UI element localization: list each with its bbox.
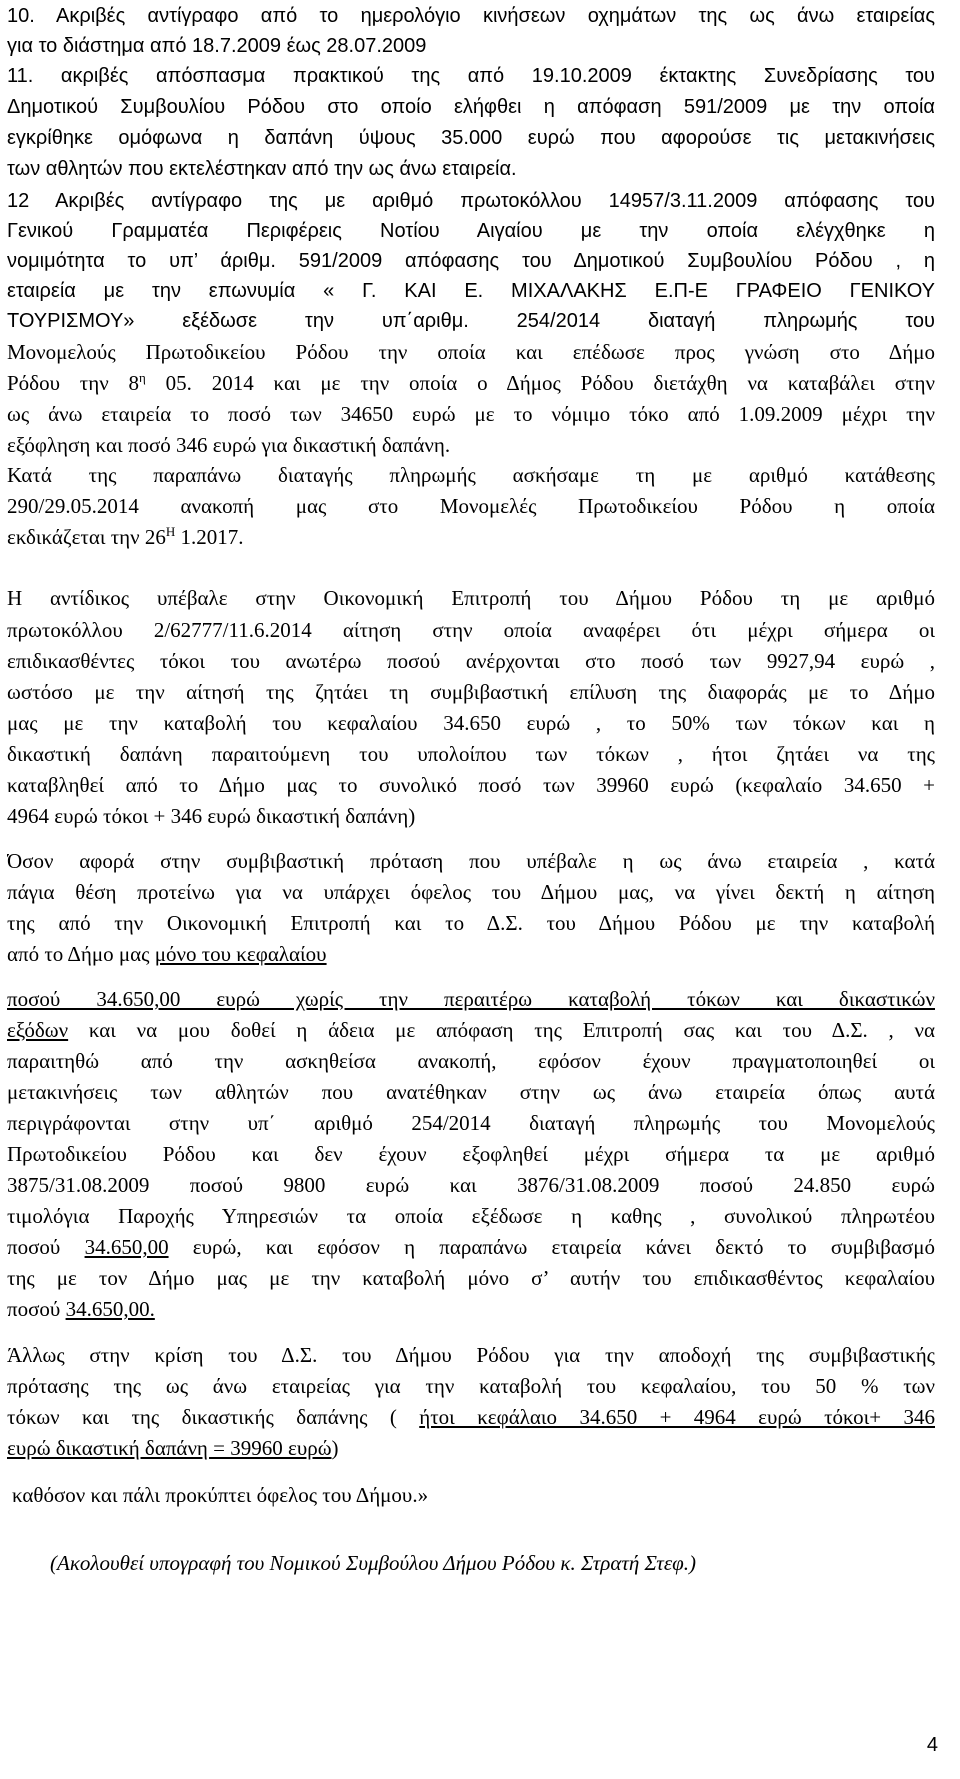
text-line: τιμολόγια Παροχής Υπηρεσιών τα οποία εξέδωσε η καθης , συνολικού πληρωτέου [7, 1204, 935, 1228]
underlined-text: εξόδων [7, 1018, 69, 1042]
text-line: Μονομελούς Πρωτοδικείου Ρόδου την οποία και επέδωσε προς γνώση στο Δήμο [7, 340, 935, 364]
text-fragment: εκδικάζεται την 26 [7, 525, 166, 549]
text-line: 290/29.05.2014 ανακοπή μας στο Μονομελές Πρωτοδικείου Ρόδου η οποία [7, 494, 935, 518]
text-line: Γενικού Γραμματέα Περιφέρεις Νοτίου Αιγαίου με την οποία ελέγχθηκε η [7, 220, 935, 242]
text-line: ποσού 34.650,00 ευρώ χωρίς την περαιτέρω καταβολή τόκων και δικαστικών [7, 987, 935, 1011]
page-number: 4 [926, 1734, 938, 1756]
text-line: 11. ακριβές απόσπασμα πρακτικού της από 19.10.2009 έκτακτης Συνεδρίασης του [7, 65, 935, 87]
text-line: μετακινήσεις των αθλητών που ανατέθηκαν στην ως άνω εταιρεία όπως αυτά [7, 1080, 935, 1104]
text-line: της από την Οικονομική Επιτροπή και το Δ.Σ. του Δήμου Ρόδου με την καταβολή [7, 911, 935, 935]
text-line [7, 1232, 935, 1262]
underlined-text: ήτοι κεφάλαιο 34.650 + 4964 ευρώ τόκοι+ 346 [419, 1405, 935, 1429]
text-line: των αθλητών που εκτελέστηκαν από την ως άνω εταιρεία. [7, 158, 517, 180]
text-line: Κατά της παραπάνω διαταγής πληρωμής ασκήσαμε τη με αριθμό κατάθεσης [7, 463, 935, 487]
superscript: Η [165, 524, 176, 539]
underlined-text: 34.650,00 [84, 1235, 169, 1259]
text-line: πρότασης της ως άνω εταιρείας για την καταβολή του κεφαλαίου, του 50 % των [7, 1374, 935, 1398]
text-fragment: τόκων και της δικαστικής δαπάνης ( [7, 1405, 420, 1429]
underlined-text: ευρώ δικαστική δαπάνη = 39960 ευρώ [7, 1436, 332, 1460]
text-line: Η αντίδικος υπέβαλε στην Οικονομική Επιτροπή του Δήμου Ρόδου τη με αριθμό [7, 586, 935, 610]
text-line [7, 522, 935, 552]
text-line: Όσον αφορά στην συμβιβαστική πρόταση που υπέβαλε η ως άνω εταιρεία , κατά [7, 849, 935, 873]
text-line: 3875/31.08.2009 ποσού 9800 ευρώ και 3876/31.08.2009 ποσού 24.850 ευρώ [7, 1173, 935, 1197]
text-fragment: ποσού [7, 1297, 66, 1321]
text-line: 10. Ακριβές αντίγραφο από το ημερολόγιο κινήσεων οχημάτων της ως άνω εταιρείας [7, 5, 935, 27]
text-fragment: 1.2017. [175, 525, 244, 549]
text-line: καθόσον και πάλι προκύπτει όφελος του Δήμου.» [12, 1483, 429, 1507]
text-line [7, 1015, 935, 1045]
text-line: ΤΟΥΡΙΣΜΟΥ» εξέδωσε την υπ΄αριθμ. 254/2014 διαταγή πληρωμής του [7, 310, 935, 332]
text-line: 12 Ακριβές αντίγραφο της με αριθμό πρωτοκόλλου 14957/3.11.2009 απόφασης του [7, 190, 935, 212]
text-line: περιγράφονται στην υπ΄ αριθμό 254/2014 διαταγή πληρωμής του Μονομελούς [7, 1111, 935, 1135]
underlined-text: μόνο του κεφαλαίου [154, 942, 327, 966]
text-line: καταβληθεί από το Δήμο μας το συνολικό ποσό των 39960 ευρώ (κεφαλαίο 34.650 + [7, 773, 935, 797]
text-line: Άλλως στην κρίση του Δ.Σ. του Δήμου Ρόδου για την αποδοχή της συμβιβαστικής [7, 1343, 935, 1367]
text-line: ωστόσο με την αίτησή της ζητάει τη συμβιβαστική επίλυση της διαφοράς με το Δήμο [7, 680, 935, 704]
text-line: δικαστική δαπάνη παραιτούμενη του υπολοίπου των τόκων , ήτοι ζητάει να της [7, 742, 935, 766]
text-line [7, 368, 935, 398]
text-line: 4964 ευρώ τόκοι + 346 ευρώ δικαστική δαπάνη) [7, 804, 416, 828]
text-fragment: από το Δήμο μας [7, 942, 155, 966]
text-fragment: 05. 2014 και με την οποία ο Δήμος Ρόδου διετάχθη να καταβάλει στην [145, 371, 935, 395]
text-line [7, 1294, 935, 1324]
text-line: της με τον Δήμο μας με την καταβολή μόνο σ’ αυτήν του επιδικασθέντος κεφαλαίου [7, 1266, 935, 1290]
text-line: Δημοτικού Συμβουλίου Ρόδου στο οποίο ελήφθει η απόφαση 591/2009 με την οποία [7, 96, 935, 118]
text-fragment: ευρώ, και εφόσον η παραπάνω εταιρεία κάνει δεκτό το συμβιβασμό [168, 1235, 935, 1259]
text-line: εγκρίθηκε ομόφωνα η δαπάνη ύψους 35.000 ευρώ που αφορούσε τις μετακινήσεις [7, 127, 935, 149]
text-line: Πρωτοδικείου Ρόδου και δεν έχουν εξοφληθεί μέχρι σήμερα τα με αριθμό [7, 1142, 935, 1166]
text-line: εταιρεία με την επωνυμία « Γ. ΚΑΙ Ε. ΜΙΧΑΛΑΚΗΣ Ε.Π-Ε ΓΡΑΦΕΙΟ ΓΕΝΙΚΟΥ [7, 280, 935, 302]
text-line: νομιμότητα το υπ’ άριθμ. 591/2009 απόφασης του Δημοτικού Συμβουλίου Ρόδου , η [7, 250, 935, 272]
text-fragment: ) [331, 1436, 339, 1460]
text-line: μας με την καταβολή του κεφαλαίου 34.650 ευρώ , το 50% των τόκων και η [7, 711, 935, 735]
text-line [7, 1433, 935, 1463]
text-line: επιδικασθέντες τόκοι του ανωτέρω ποσού ανέρχονται στο ποσό των 9927,94 ευρώ , [7, 649, 935, 673]
text-line: ως άνω εταιρεία το ποσό των 34650 ευρώ με το νόμιμο τόκο από 1.09.2009 μέχρι την [7, 402, 935, 426]
text-line: πρωτοκόλλου 2/62777/11.6.2014 αίτηση στην οποία αναφέρει ότι μέχρι σήμερα οι [7, 618, 935, 642]
underlined-text: 34.650,00. [65, 1297, 155, 1321]
text-line: παραιτηθώ από την ασκηθείσα ανακοπή, εφόσον έχουν πραγματοποιηθεί οι [7, 1049, 935, 1073]
text-line [7, 939, 935, 969]
text-line: εξόφληση και ποσό 346 ευρώ για δικαστική δαπάνη. [7, 433, 451, 457]
superscript: η [139, 370, 146, 385]
text-line: πάγια θέση προτείνω για να υπάρχει όφελος του Δήμου μας, να γίνει δεκτή η αίτηση [7, 880, 935, 904]
text-fragment: Ρόδου την 8 [7, 371, 140, 395]
text-line [7, 1402, 935, 1432]
text-fragment: και να μου δοθεί η άδεια με απόφαση της Επιτροπή σας και του Δ.Σ. , να [68, 1018, 935, 1042]
text-line: για το διάστημα από 18.7.2009 έως 28.07.2009 [7, 35, 427, 57]
text-fragment: ποσού [7, 1235, 85, 1259]
signature-note: (Ακολουθεί υπογραφή του Νομικού Συμβούλου Δήμου Ρόδου κ. Στρατή Στεφ.) [50, 1551, 696, 1575]
